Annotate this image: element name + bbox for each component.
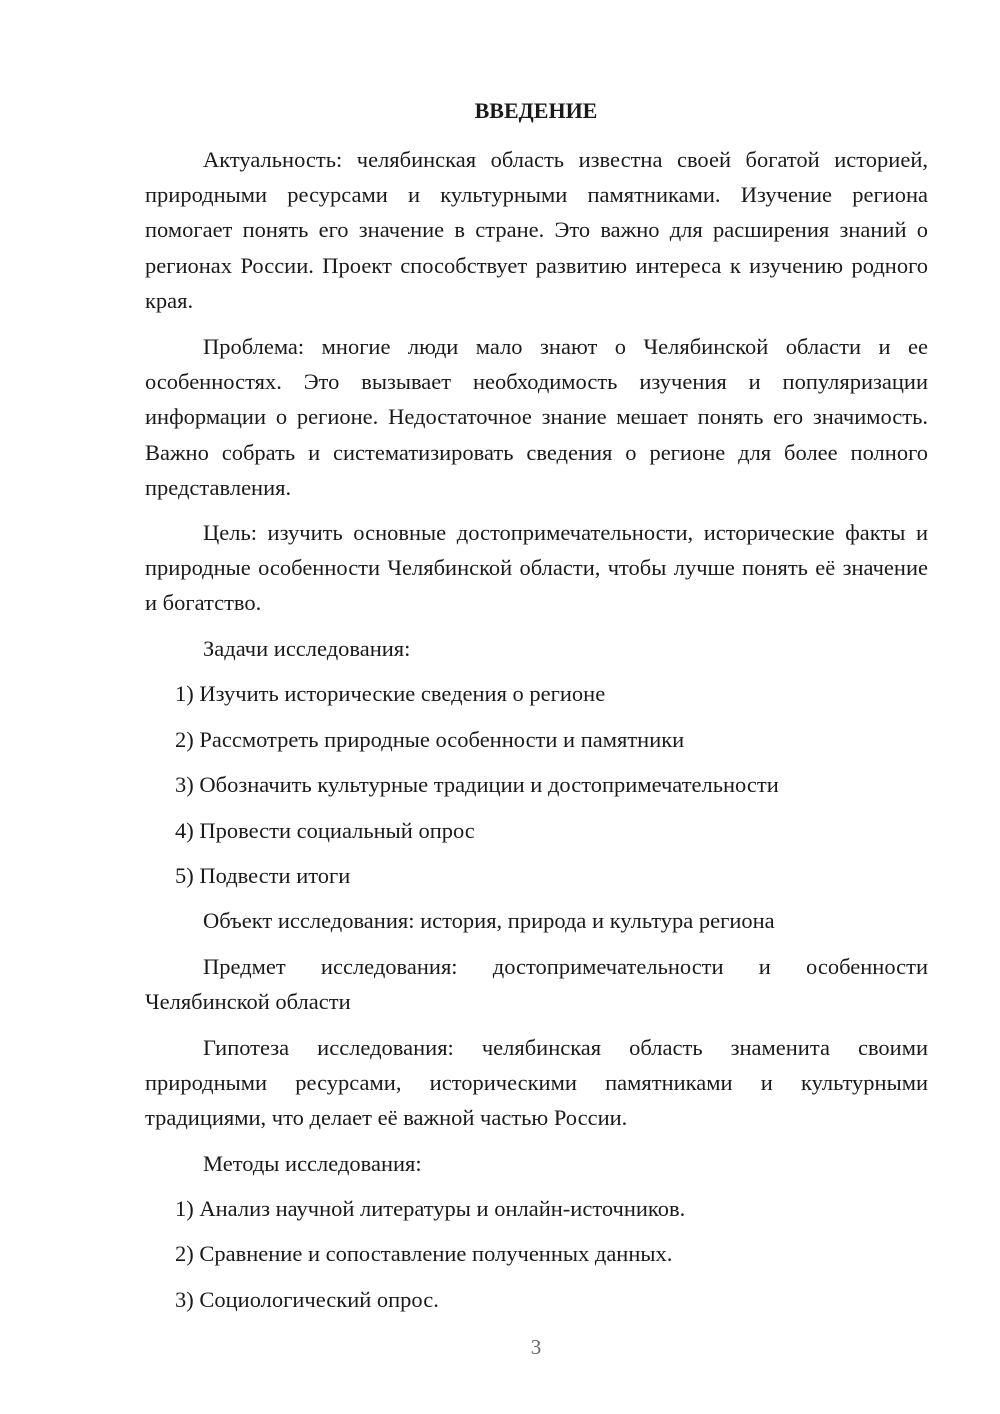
page-title: ВВЕДЕНИЕ — [474, 98, 598, 123]
task-item: 4) Провести социальный опрос — [175, 818, 475, 843]
methods-heading: Методы исследования: — [203, 1151, 422, 1176]
method-item: 3) Социологический опрос. — [175, 1287, 439, 1312]
task-item: 2) Рассмотреть природные особенности и памятники — [175, 727, 685, 752]
task-item: 5) Подвести итоги — [175, 863, 351, 888]
task-item: 1) Изучить исторические сведения о регионе — [175, 681, 606, 706]
task-item: 3) Обозначить культурные традиции и достопримечательности — [175, 772, 779, 797]
page-number: 3 — [530, 1335, 542, 1359]
subject-paragraph: Предмет исследования: достопримечательности и особенности Челябинской области — [145, 954, 928, 1015]
relevance-paragraph: Актуальность: челябинская область известна своей богатой историей, природными ресурсами и культурными памятниками. Изучение региона помогает понять его значение в стране. Это важно для расширения знаний о регионах России. Проект способствует развитию интереса к изучению родного края. — [145, 147, 928, 313]
hypothesis-paragraph: Гипотеза исследования: челябинская область знаменита своими природными ресурсами, историческими памятниками и культурными традициями, что делает её важной частью России. — [145, 1035, 928, 1131]
object-line: Объект исследования: история, природа и культура региона — [203, 908, 775, 933]
method-item: 2) Сравнение и сопоставление полученных данных. — [175, 1241, 673, 1266]
problem-paragraph: Проблема: многие люди мало знают о Челябинской области и ее особенностях. Это вызывает необходимость изучения и популяризации информации о регионе. Недостаточное знание мешает понять его значимость. Важно собрать и систематизировать сведения о регионе для более полного представления. — [145, 334, 928, 500]
method-item: 1) Анализ научной литературы и онлайн-источников. — [175, 1196, 686, 1221]
goal-paragraph: Цель: изучить основные достопримечательности, исторические факты и природные особенности Челябинской области, чтобы лучше понять её значение и богатство. — [145, 520, 928, 616]
tasks-heading: Задачи исследования: — [203, 636, 411, 661]
